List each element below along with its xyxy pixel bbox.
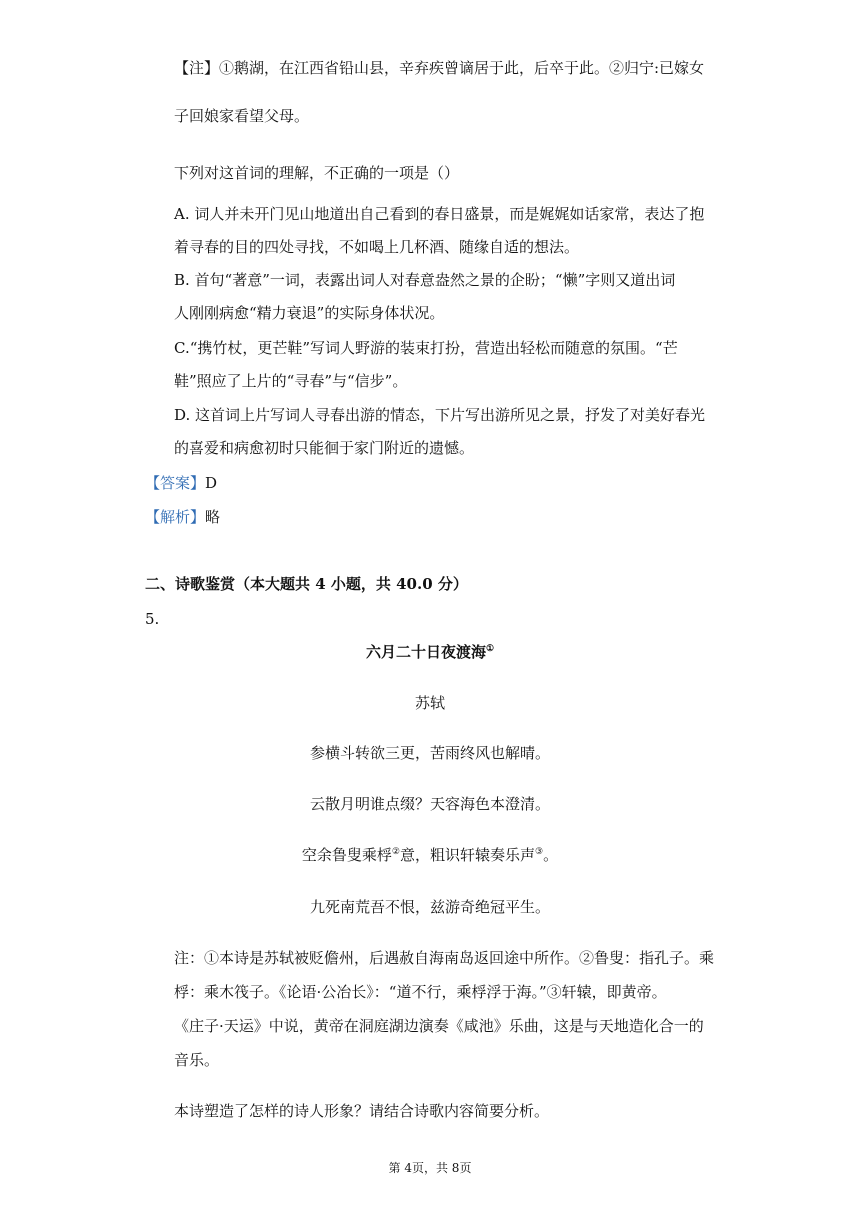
poem-title-text: 六月二十日夜渡海 [365, 643, 486, 661]
option-a-line-2: 着寻春的目的四处寻找，不如喝上几杯酒、随缘自适的想法。 [174, 238, 580, 256]
footnote-mark: ② [391, 847, 400, 857]
answer-value: D [205, 474, 218, 492]
footnote-mark: ③ [535, 847, 544, 857]
option-b-line-1: B. 首句“著意”一词，表露出词人对春意盎然之景的企盼；“懒”字则又道出词 [174, 271, 676, 289]
question-prompt: 本诗塑造了怎样的诗人形象？请结合诗歌内容简要分析。 [174, 1102, 550, 1120]
poem-title [0, 642, 860, 662]
poem-note-line: 注：①本诗是苏轼被贬儋州，后遇赦自海南岛返回途中所作。②鲁叟：指孔子。乘 [174, 949, 715, 967]
poem-verse: 空余鲁叟乘桴②意，粗识轩辕奏乐声③。 [301, 846, 559, 864]
note-line-1: 【注】①鹅湖，在江西省铅山县，辛弃疾曾谪居于此，后卒于此。②归宁:已嫁女 [174, 59, 705, 77]
question-stem: 下列对这首词的理解，不正确的一项是（） [174, 164, 460, 182]
option-b-line-2: 人刚刚病愈“精力衰退”的实际身体状况。 [174, 304, 445, 322]
poem-verse: 九死南荒吾不恨，兹游奇绝冠平生。 [309, 898, 550, 916]
poem-title-footnote-mark: ① [485, 644, 495, 654]
option-a-line-1: A. 词人并未开门见山地道出自己看到的春日盛景，而是娓娓如话家常，表达了抱 [174, 205, 705, 223]
poem-author: 苏轼 [414, 694, 445, 712]
analysis-value: 略 [205, 508, 221, 526]
question-number: 5. [145, 610, 160, 628]
analysis-label: 【解析】 [145, 508, 206, 526]
poem-note-line: 《庄子·天运》中说，黄帝在洞庭湖边演奏《咸池》乐曲，这是与天地造化合一的 [174, 1017, 704, 1035]
page-footer: 第 4页，共 8页 [388, 1161, 472, 1175]
analysis-row [145, 507, 220, 527]
note-line-2: 子回娘家看望父母。 [174, 107, 310, 125]
option-c-line-1: C.“携竹杖，更芒鞋”写词人野游的装束打扮，营造出轻松而随意的氛围。“芒 [174, 339, 678, 357]
answer-label: 【答案】 [145, 474, 206, 492]
option-d-line-2: 的喜爱和病愈初时只能徊于家门附近的遗憾。 [174, 439, 475, 457]
section-heading: 二、诗歌鉴赏（本大题共 4 小题，共 40.0 分） [145, 575, 468, 593]
poem-note-line: 音乐。 [174, 1051, 220, 1069]
option-d-line-1: D. 这首词上片写词人寻春出游的情态，下片写出游所见之景，抒发了对美好春光 [174, 406, 706, 424]
answer-row [145, 473, 217, 493]
poem-verse: 云散月明谁点缀？天容海色本澄清。 [309, 795, 550, 813]
poem-verse: 参横斗转欲三更，苦雨终风也解晴。 [309, 744, 550, 762]
option-c-line-2: 鞋”照应了上片的“寻春”与“信步”。 [174, 372, 408, 390]
poem-note-line: 桴：乘木筏子。《论语·公冶长》：“道不行，乘桴浮于海。”③轩辕，即黄帝。 [174, 983, 667, 1001]
